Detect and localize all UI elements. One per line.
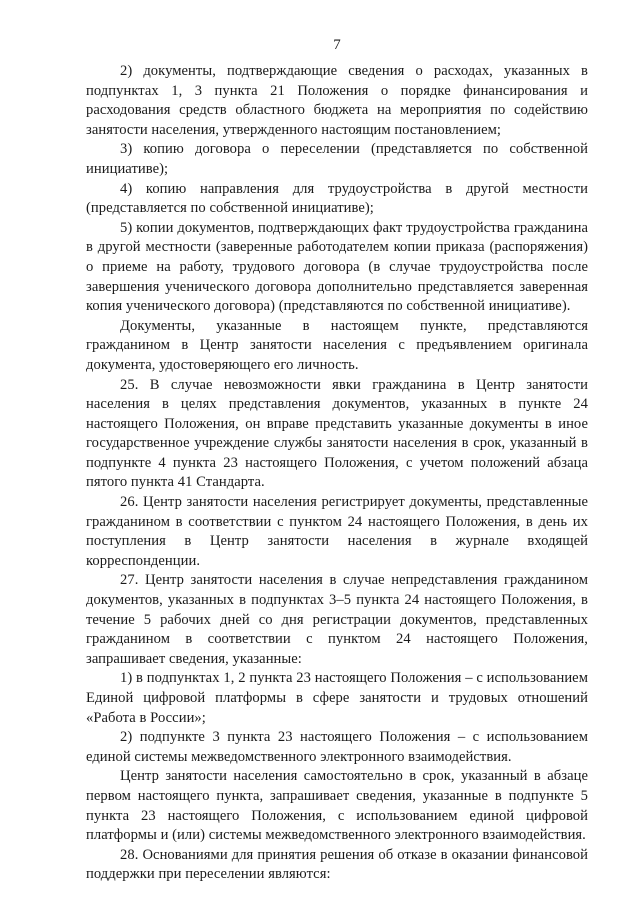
paragraph-clause-27-item-1: 1) в подпунктах 1, 2 пункта 23 настоящего Положения – с использованием Единой цифровой платформы в сфере занятости и трудовых отношений «Работа в России»; xyxy=(86,670,588,726)
paragraph-clause-26: 26. Центр занятости населения регистрирует документы, представленные гражданином в соответствии с пунктом 24 настоящего Положения, в день их поступления в Центр занятости населения в журнале входящей корреспонденции. xyxy=(86,494,588,569)
paragraph-documents-submission: Документы, указанные в настоящем пункте, представляются гражданином в Центр занятости населения с предъявлением оригинала документа, удостоверяющего его личность. xyxy=(86,317,588,373)
paragraph-clause-28: 28. Основаниями для принятия решения об отказе в оказании финансовой поддержки при переселении являются: xyxy=(86,846,588,883)
page-number: 7 xyxy=(333,37,341,53)
paragraph-clause-27-self-request: Центр занятости населения самостоятельно в срок, указанный в абзаце первом настоящего пункта, запрашивает сведения, указанные в подпункте 5 пункта 23 настоящего Положения, с использованием единой цифровой платформы и (или) системы межведомственного электронного взаимодействия. xyxy=(86,768,588,844)
paragraph-item-2-documents: 2) документы, подтверждающие сведения о расходах, указанных в подпунктах 1, 3 пункта 21 Положения о порядке финансирования и расходования средств областного бюджета на мероприятия по содействию занятости населения, утвержденного настоящим постановлением; xyxy=(86,63,588,138)
paragraph-clause-27: 27. Центр занятости населения в случае непредставления гражданином документов, указанных в подпунктах 3–5 пункта 24 настоящего Положения, в течение 5 рабочих дней со дня регистрации документов, представленных гражданином в соответствии с пунктом 24 настоящего Положения, запрашивает сведения, указанные: xyxy=(86,572,588,667)
paragraph-item-4-employment-referral: 4) копию направления для трудоустройства в другой местности (представляется по собственной инициативе); xyxy=(86,180,588,217)
paragraph-item-3-relocation-contract: 3) копию договора о переселении (представляется по собственной инициативе); xyxy=(86,141,588,177)
paragraph-item-5-employment-proof: 5) копии документов, подтверждающих факт трудоустройства гражданина в другой местности (заверенные работодателем копии приказа (распоряжения) о приеме на работу, трудового договора (в случае трудоустройства после завершения ученического договора дополнительно представляется заверенная копия ученического договора) (представляются по собственной инициативе). xyxy=(86,219,588,315)
paragraph-clause-27-item-2: 2) подпункте 3 пункта 23 настоящего Положения – с использованием единой системы межведомственного электронного взаимодействия. xyxy=(86,729,588,765)
paragraph-clause-25: 25. В случае невозможности явки гражданина в Центр занятости населения в целях представления документов, указанных в пункте 24 настоящего Положения, он вправе представить указанные документы в иное государственное учреждение службы занятости населения в срок, указанный в подпункте 4 пункта 23 настоящего Положения, с учетом положений абзаца пятого пункта 41 Стандарта. xyxy=(86,376,588,491)
document-page xyxy=(86,36,588,885)
